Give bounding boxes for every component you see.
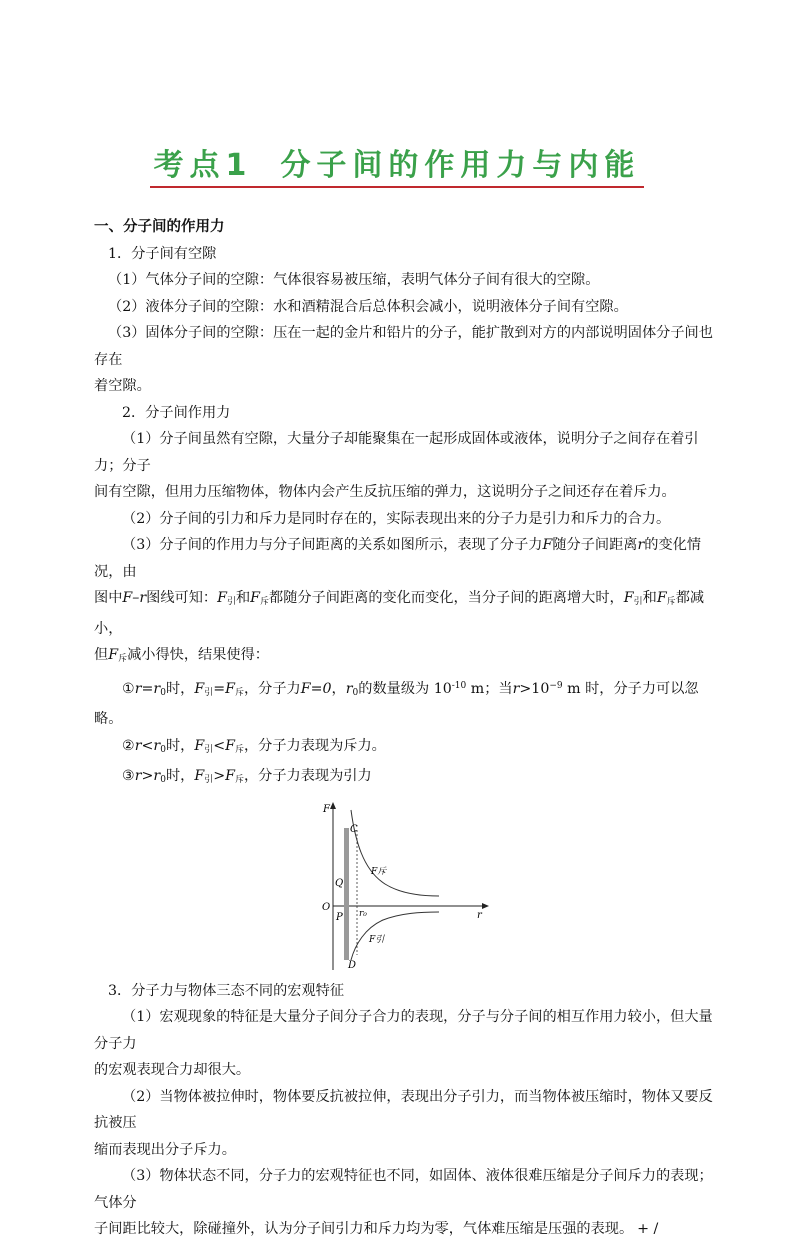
label-r: r — [477, 909, 482, 921]
para-3-2b: 缩而表现出分子斥力。 — [94, 1141, 236, 1158]
tail-mark: + / — [637, 1221, 659, 1237]
force-distance-figure — [321, 800, 491, 972]
para-1-3b: 着空隙。 — [94, 378, 151, 394]
para-2-1b: 间有空隙，但用力压缩物体，物体内会产生反抗压缩的弹力，这说明分子之间还存在着斥力。 — [94, 484, 676, 500]
label-D: D — [348, 959, 357, 971]
para-1-1: （1）气体分子间的空隙：气体很容易被压缩，表明气体分子间有很大的空隙。 — [108, 272, 600, 288]
para-2-1a: （1）分子间虽然有空隙，大量分子却能聚集在一起形成固体或液体，说明分子之间存在着引力；分子 — [94, 431, 699, 474]
repulsion-curve — [351, 810, 439, 896]
para-2-3b: 图中F–r图线可知：$F_引$和$F_斥$都随分子间距离的变化而变化，当分子间的距离增大时，$F_引$和$F_斥$都减小， — [94, 590, 705, 637]
label-P: P — [336, 911, 343, 923]
para-2-3a: （3）分子间的作用力与分子间距离的关系如图所示，表现了分子力F随分子间距离r的变化情况，由 — [94, 537, 702, 580]
label-Q: Q — [335, 877, 344, 889]
page-title — [150, 140, 645, 188]
para-3-3b: 子间距比较大，除碰撞外，认为分子间引力和斥力均为零，气体难压缩是压强的表现。 + / — [94, 1221, 659, 1237]
content — [94, 210, 722, 1243]
label-F-rep: F斥 — [371, 866, 387, 877]
para-3-1b: 的宏观表现合力却很大。 — [94, 1062, 251, 1078]
label-O: O — [322, 901, 331, 913]
section-heading: 一、分子间的作用力 — [94, 219, 225, 235]
subsection-title-2: 2．分子间作用力 — [122, 404, 231, 421]
para-3-2a: （2）当物体被拉伸时，物体要反抗被拉伸，表现出分子引力，而当物体被压缩时，物体又要反抗被压 — [94, 1088, 713, 1131]
para-1-3a: （3）固体分子间的空隙：压在一起的金片和铅片的分子，能扩散到对方的内部说明固体分子间也存在 — [94, 325, 713, 368]
para-1-2: （2）液体分子间的空隙：水和酒精混合后总体积会减小，说明液体分子间有空隙。 — [108, 298, 628, 315]
shaded-band — [344, 828, 349, 960]
title-block — [0, 140, 794, 188]
r-axis-arrow — [482, 903, 489, 909]
para-3-3a: （3）物体状态不同，分子力的宏观特征也不同，如固体、液体很难压缩是分子间斥力的表现；气体分 — [94, 1168, 713, 1211]
subsection-title-3: 3．分子力与物体三态不同的宏观特征 — [108, 982, 345, 999]
attraction-curve — [351, 912, 439, 960]
title-part2: 分子间的作用力与内能 — [280, 148, 641, 183]
label-r0: r₀ — [359, 908, 367, 919]
force-distance-svg — [321, 800, 491, 972]
f-axis-arrow — [330, 802, 336, 809]
case-1: $①r=r_0$时，$F_引=F_斥$，分子力F=0，$r_0$的数量级为 $10^{-10}$ m；当$r>10^{-9}$ m 时，分子力可以忽略。 — [94, 680, 699, 727]
case-3: $③r>r_0$时，$F_引>F_斥$，分子力表现为引力 — [122, 768, 372, 785]
subsection-title-1: 1．分子间有空隙 — [108, 245, 217, 262]
case-2: $②r<r_0$时，$F_引<F_斥$，分子力表现为斥力。 — [122, 737, 386, 755]
title-part1: 考点1 — [153, 148, 253, 183]
para-2-2: （2）分子间的引力和斥力是同时存在的，实际表现出来的分子力是引力和斥力的合力。 — [122, 510, 671, 527]
para-3-1a: （1）宏观现象的特征是大量分子间分子合力的表现，分子与分子间的相互作用力较小，但大量分子力 — [94, 1009, 713, 1052]
label-C: C — [350, 823, 358, 835]
label-F-att: F引 — [369, 934, 385, 945]
label-F: F — [323, 803, 330, 815]
para-2-3c: 但$F_斥$减小得快，结果使得： — [94, 647, 269, 664]
